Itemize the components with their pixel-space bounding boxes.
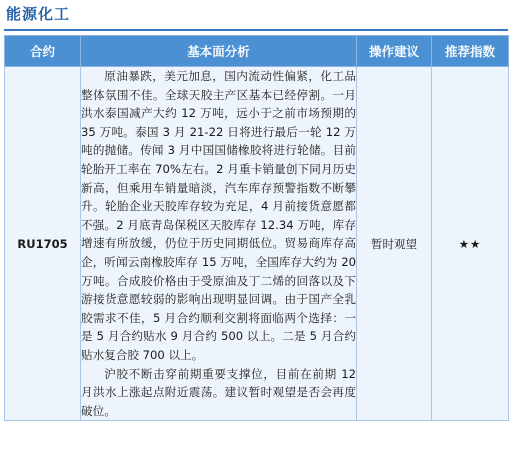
table-header-row	[5, 36, 509, 67]
contract-cell: RU1705	[5, 67, 81, 421]
title-divider	[4, 29, 508, 31]
analysis-paragraph-1: 原油暴跌，美元加息，国内流动性偏紧，化工品整体氛围不佳。全球天胶主产区基本已经停割。一月洪水泰国减产大约 12 万吨，远小于之前市场预期的 35 万吨。泰国 3 月 21-22 日将进行最后一轮 12 万吨的抛储。传闻 3 月中国国储橡胶将进行轮储。目前轮胎开工率在 70%左右。2 月重卡销量创下同月历史新高，但乘用车销量暗淡，汽车库存预警指数不断攀升。轮胎企业天胶库存较为充足，4 月前接货意愿都不强。2 月底青岛保税区天胶库存 12.34 万吨，库存增速有所放缓，仍位于历史同期低位。贸易商库存高企，听闻云南橡胶库存 15 万吨，全国库存大约为 20 万吨。合成胶价格由于受原油及丁二烯的回落以及下游接货意愿较弱的影响出现明显回调。由于国产全乳胶需求不佳，5 月合约顺利交割将面临两个选择：一是 5 月合约贴水 9 月合约 500 以上。二是 5 月合约贴水复合胶 700 以上。	[81, 69, 356, 362]
fundamentals-table	[4, 35, 509, 421]
analysis-paragraph-2: 沪胶不断击穿前期重要支撑位，目前在前期 12 月洪水上涨起点附近震荡。建议暂时观望是否会再度破位。	[81, 366, 356, 418]
header-contract: 合约	[5, 36, 81, 67]
analysis-cell	[81, 67, 357, 421]
advice-cell: 暂时观望	[357, 67, 432, 421]
table-row	[5, 67, 509, 421]
header-rating: 推荐指数	[432, 36, 509, 67]
header-analysis: 基本面分析	[81, 36, 357, 67]
section-title: 能源化工	[6, 5, 71, 23]
header-advice: 操作建议	[357, 36, 432, 67]
rating-stars: ★★	[432, 67, 509, 421]
